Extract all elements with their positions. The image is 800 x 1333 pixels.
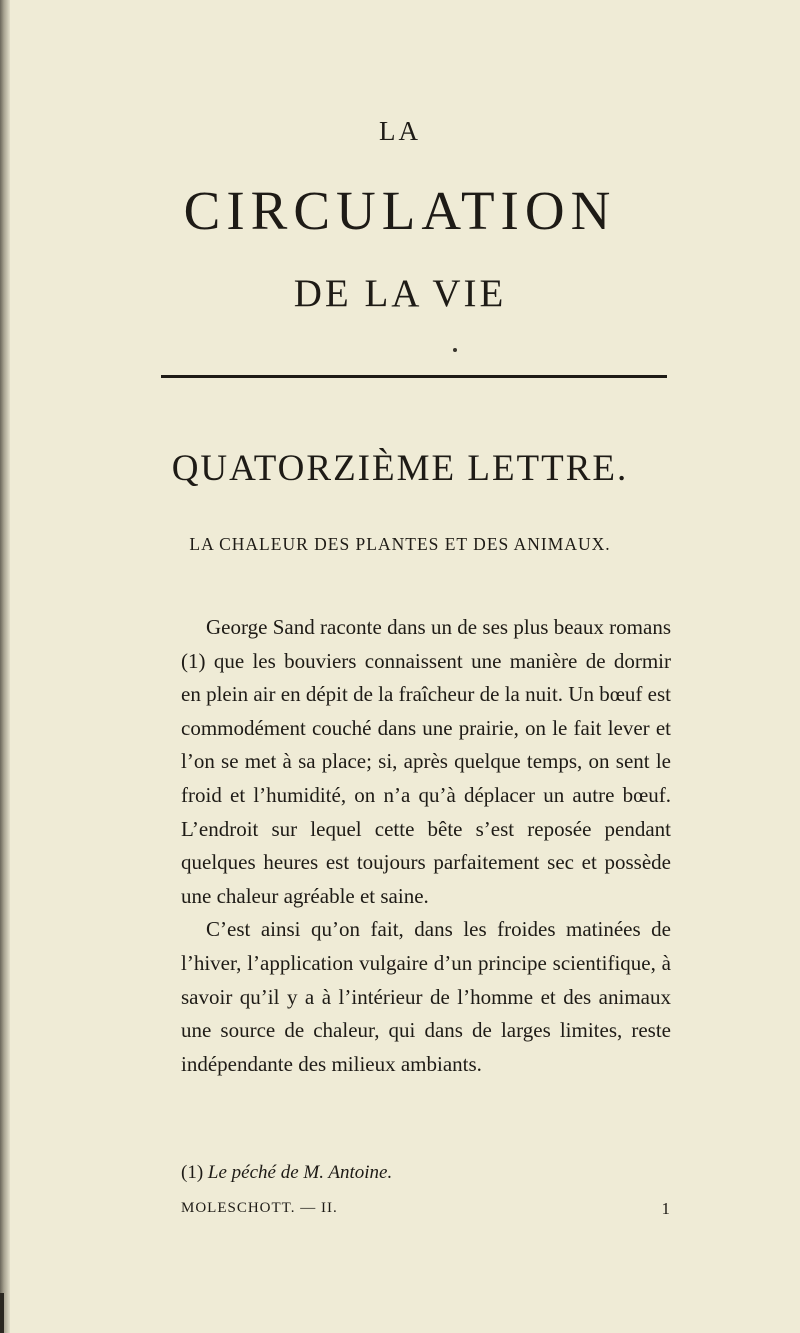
- page-subtitle: DE LA VIE: [293, 272, 507, 315]
- section-heading: LA CHALEUR DES PLANTES ET DES ANIMAUX.: [189, 534, 611, 554]
- signature-line: [181, 1199, 671, 1217]
- footnote-text: Le péché de M. Antoine.: [207, 1162, 393, 1183]
- body-text: [181, 611, 671, 1081]
- page-title: CIRCULATION: [183, 180, 617, 241]
- footnote-number: (1): [181, 1162, 204, 1183]
- page-binding-corner: [0, 1293, 4, 1333]
- letter-heading: QUATORZIÈME LETTRE.: [171, 448, 629, 489]
- title-divider: [161, 375, 667, 378]
- sheet-number: 1: [661, 1199, 671, 1218]
- ornament-dot: [453, 348, 457, 352]
- footnote: [181, 1162, 671, 1185]
- title-article: LA: [379, 116, 421, 146]
- signature-mark: MOLESCHOTT. — II.: [181, 1200, 338, 1216]
- paragraph: C’est ainsi qu’on fait, dans les froides matinées de l’hiver, l’application vulgaire d’un principe scientifique, à savoir qu’il y a à l’intérieur de l’homme et des animaux une source de chaleur, qui dans de larges limites, reste indépendante des milieux ambiants.: [181, 917, 671, 1076]
- paragraph: George Sand raconte dans un de ses plus beaux romans (1) que les bouviers connaissent une manière de dormir en plein air en dépit de la fraîcheur de la nuit. Un bœuf est commodément couché dans une prairie, on le fait lever et l’on se met à sa place; si, après quelque temps, on sent le froid et l’humidité, on n’a qu’à déplacer un autre bœuf. L’endroit sur lequel cette bête s’est reposée pendant quelques heures est toujours parfaitement sec et possède une chaleur agréable et saine.: [181, 615, 671, 908]
